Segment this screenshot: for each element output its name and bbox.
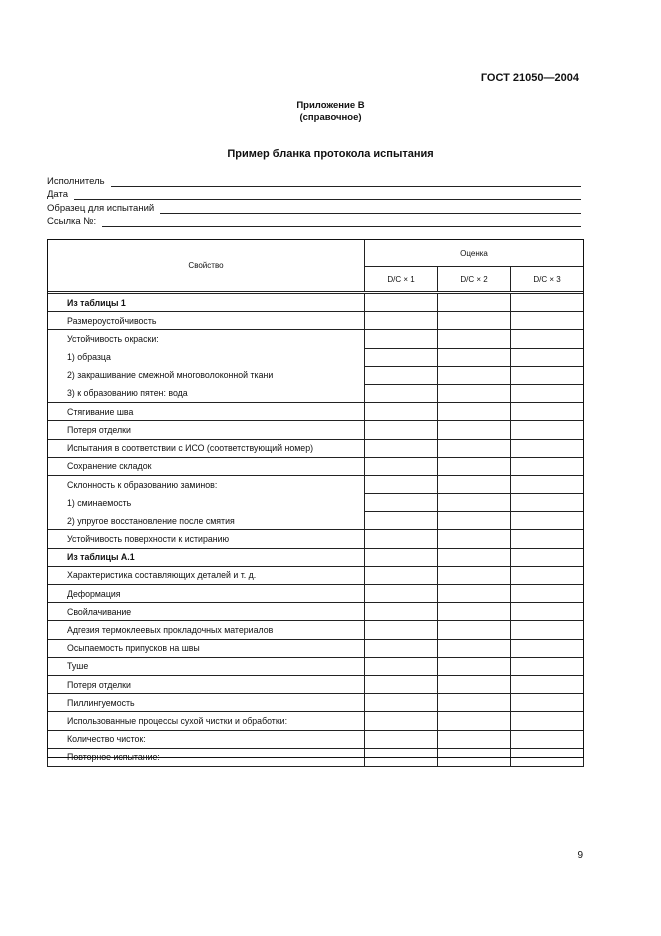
test-report-table (47, 239, 584, 767)
rating-cell-dc3[interactable] (511, 475, 584, 493)
table-row (48, 548, 584, 566)
rating-cell-dc3[interactable] (511, 621, 584, 639)
field-date[interactable] (47, 187, 581, 201)
field-label: Дата (47, 189, 69, 200)
field-line (111, 176, 581, 187)
rating-cell-dc2[interactable] (438, 585, 511, 603)
table-row (48, 730, 584, 748)
standard-number: ГОСТ 21050—2004 (480, 72, 579, 84)
table-row (48, 639, 584, 657)
property-cell: Осыпаемость припусков на швы (48, 639, 365, 657)
rating-cell-dc1[interactable] (365, 475, 438, 493)
field-label: Образец для испытаний (47, 202, 155, 214)
rating-cell-dc2[interactable] (438, 621, 511, 639)
property-cell: Размероустойчивость (48, 312, 365, 330)
property-cell: 1) образца (48, 348, 365, 366)
property-cell: Склонность к образованию заминов: (48, 475, 365, 493)
rating-cell-dc3[interactable] (511, 657, 584, 675)
rating-cell-dc1[interactable] (365, 494, 438, 512)
rating-cell-dc3[interactable] (511, 330, 584, 348)
table-header-row (48, 240, 584, 267)
table-row (48, 421, 584, 439)
rating-cell-dc1[interactable] (365, 403, 438, 421)
rating-cell-dc2[interactable] (438, 639, 511, 657)
rating-cell-dc1[interactable] (365, 348, 438, 366)
rating-cell-dc3[interactable] (511, 548, 584, 566)
rating-cell-dc3[interactable] (511, 384, 584, 402)
field-label: Исполнитель (47, 175, 105, 187)
rating-cell-dc2[interactable] (438, 348, 511, 366)
rating-cell-dc1[interactable] (365, 603, 438, 621)
table-row (48, 384, 584, 402)
table-row (48, 403, 584, 421)
rating-cell-dc1[interactable] (365, 675, 438, 693)
property-cell: Повторное испытание: (48, 748, 365, 766)
rating-cell-dc2[interactable] (438, 330, 511, 348)
rating-cell-dc2[interactable] (438, 566, 511, 584)
property-cell: Из таблицы 1 (48, 294, 365, 312)
header-dc2: D/C × 2 (438, 267, 511, 292)
rating-cell-dc1[interactable] (365, 439, 438, 457)
property-cell: Из таблицы А.1 (48, 548, 365, 566)
property-cell: Испытания в соответствии с ИСО (соответствующий номер) (48, 439, 365, 457)
rating-cell-dc3[interactable] (511, 512, 584, 530)
rating-cell-dc3[interactable] (511, 530, 584, 548)
table-row (48, 748, 584, 766)
table-row (48, 312, 584, 330)
rating-cell-dc2[interactable] (438, 366, 511, 384)
rating-cell-dc1[interactable] (365, 566, 438, 584)
property-cell: Свойлачивание (48, 603, 365, 621)
rating-cell-dc1[interactable] (365, 657, 438, 675)
field-reference[interactable] (47, 214, 581, 228)
rating-cell-dc1[interactable] (365, 748, 438, 766)
page-number: 9 (577, 850, 583, 861)
field-sample[interactable] (47, 200, 581, 214)
rating-cell-dc3[interactable] (511, 348, 584, 366)
annex-note: (справочное) (299, 112, 362, 123)
rating-cell-dc2[interactable] (438, 530, 511, 548)
rating-cell-dc1[interactable] (365, 366, 438, 384)
annex-title: Приложение В (296, 100, 365, 111)
header-dc3: D/C × 3 (511, 267, 584, 292)
rating-cell-dc3[interactable] (511, 603, 584, 621)
field-line (74, 189, 581, 200)
rating-cell-dc3[interactable] (511, 366, 584, 384)
rating-cell-dc2[interactable] (438, 403, 511, 421)
rating-cell-dc3[interactable] (511, 294, 584, 312)
property-cell: Характеристика составляющих деталей и т. д. (48, 566, 365, 584)
rating-cell-dc3[interactable] (511, 403, 584, 421)
property-cell: Туше (48, 657, 365, 675)
field-line (160, 203, 581, 214)
table-row (48, 475, 584, 493)
property-cell: 2) упругое восстановление после смятия (48, 512, 365, 530)
form-fields (47, 173, 581, 227)
rating-cell-dc2[interactable] (438, 475, 511, 493)
rating-cell-dc2[interactable] (438, 421, 511, 439)
rating-cell-dc2[interactable] (438, 312, 511, 330)
property-cell: Адгезия термоклеевых прокладочных материалов (48, 621, 365, 639)
table-row (48, 494, 584, 512)
rating-cell-dc2[interactable] (438, 457, 511, 475)
table-row (48, 621, 584, 639)
rating-cell-dc1[interactable] (365, 312, 438, 330)
table-row (48, 603, 584, 621)
rating-cell-dc3[interactable] (511, 457, 584, 475)
rating-cell-dc2[interactable] (438, 494, 511, 512)
rating-cell-dc3[interactable] (511, 585, 584, 603)
rating-cell-dc1[interactable] (365, 712, 438, 730)
annex-heading (0, 100, 661, 124)
rating-cell-dc3[interactable] (511, 312, 584, 330)
form-title: Пример бланка протокола испытания (227, 148, 434, 160)
rating-cell-dc2[interactable] (438, 712, 511, 730)
table-row (48, 657, 584, 675)
property-cell: 3) к образованию пятен: вода (48, 384, 365, 402)
rating-cell-dc3[interactable] (511, 421, 584, 439)
rating-cell-dc1[interactable] (365, 457, 438, 475)
property-cell: Деформация (48, 585, 365, 603)
header-rating: Оценка (365, 240, 584, 267)
table-row (48, 294, 584, 312)
property-cell: Потеря отделки (48, 421, 365, 439)
rating-cell-dc1[interactable] (365, 512, 438, 530)
table-row (48, 530, 584, 548)
rating-cell-dc1[interactable] (365, 730, 438, 748)
rating-cell-dc1[interactable] (365, 548, 438, 566)
rating-cell-dc3[interactable] (511, 439, 584, 457)
rating-cell-dc2[interactable] (438, 730, 511, 748)
rating-cell-dc1[interactable] (365, 384, 438, 402)
header-property: Свойство (48, 240, 365, 292)
header-dc1: D/C × 1 (365, 267, 438, 292)
rating-cell-dc2[interactable] (438, 294, 511, 312)
table-row (48, 457, 584, 475)
table-row (48, 712, 584, 730)
rating-cell-dc1[interactable] (365, 530, 438, 548)
field-executor[interactable] (47, 173, 581, 187)
rating-cell-dc3[interactable] (511, 675, 584, 693)
property-cell: Использованные процессы сухой чистки и обработки: (48, 712, 365, 730)
property-cell: Устойчивость окраски: (48, 330, 365, 348)
rating-cell-dc3[interactable] (511, 748, 584, 766)
rating-cell-dc3[interactable] (511, 730, 584, 748)
rating-cell-dc1[interactable] (365, 294, 438, 312)
rating-cell-dc2[interactable] (438, 603, 511, 621)
rating-cell-dc3[interactable] (511, 694, 584, 712)
table-row (48, 330, 584, 348)
rating-cell-dc2[interactable] (438, 675, 511, 693)
property-cell: Устойчивость поверхности к истиранию (48, 530, 365, 548)
table-row (48, 675, 584, 693)
rating-cell-dc2[interactable] (438, 384, 511, 402)
rating-cell-dc2[interactable] (438, 748, 511, 766)
rating-cell-dc2[interactable] (438, 694, 511, 712)
property-cell: 1) сминаемость (48, 494, 365, 512)
rating-cell-dc1[interactable] (365, 621, 438, 639)
rating-cell-dc3[interactable] (511, 639, 584, 657)
field-label: Ссылка №: (47, 216, 97, 227)
table-row (48, 694, 584, 712)
rating-cell-dc1[interactable] (365, 694, 438, 712)
rating-cell-dc1[interactable] (365, 330, 438, 348)
property-cell: Потеря отделки (48, 675, 365, 693)
table-row (48, 512, 584, 530)
rating-cell-dc3[interactable] (511, 494, 584, 512)
rating-cell-dc2[interactable] (438, 548, 511, 566)
property-cell: Пиллингуемость (48, 694, 365, 712)
property-cell: 2) закрашивание смежной многоволоконной ткани (48, 366, 365, 384)
table-row (48, 585, 584, 603)
rating-cell-dc3[interactable] (511, 566, 584, 584)
rating-cell-dc1[interactable] (365, 421, 438, 439)
property-cell: Стягивание шва (48, 403, 365, 421)
table-row (48, 366, 584, 384)
rating-cell-dc2[interactable] (438, 657, 511, 675)
rating-cell-dc1[interactable] (365, 585, 438, 603)
rating-cell-dc2[interactable] (438, 512, 511, 530)
rating-cell-dc2[interactable] (438, 439, 511, 457)
property-cell: Количество чисток: (48, 730, 365, 748)
table-row (48, 439, 584, 457)
rating-cell-dc1[interactable] (365, 639, 438, 657)
field-line (102, 216, 581, 227)
rating-cell-dc3[interactable] (511, 712, 584, 730)
table-row (48, 566, 584, 584)
property-cell: Сохранение складок (48, 457, 365, 475)
table-row (48, 348, 584, 366)
